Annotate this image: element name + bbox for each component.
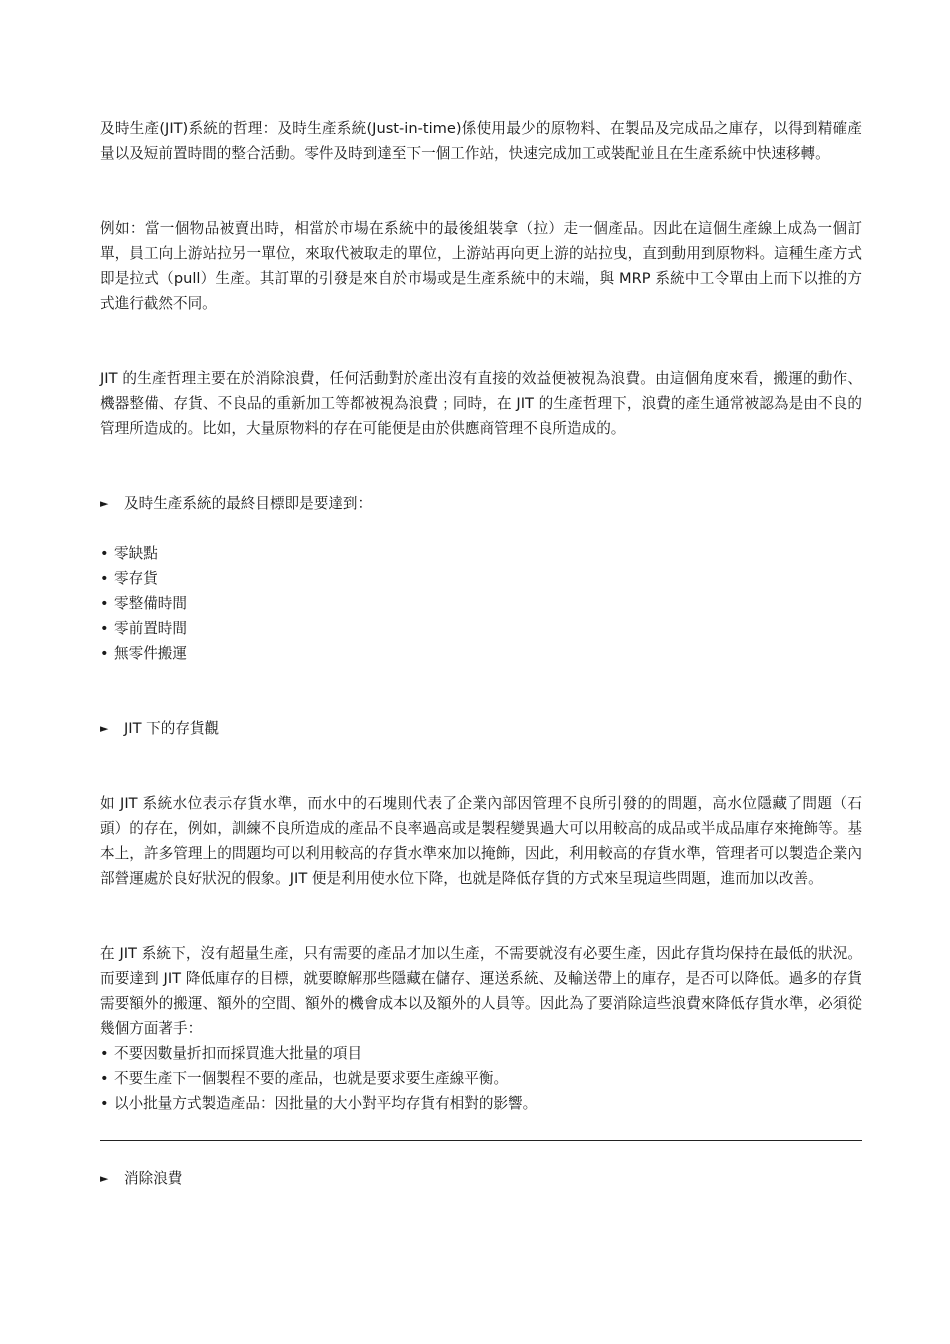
paragraph-pull-example: 例如：當一個物品被賣出時，相當於市場在系統中的最後組裝拿（拉）走一個產品。因此在這個生產線上成為一個訂單，員工向上游站拉另一單位，來取代被取走的單位，上游站再向更上游的站拉曳，直到動用到原物料。這種生產方式即是拉式（pull）生產。其訂單的引發是來自於市場或是生產系統中的末端，與 MRP 系統中工令單由上而下以推的方式進行截然不同。 [100, 220, 862, 312]
list-item: • 零存貨 [100, 566, 862, 591]
document-page [100, 116, 862, 1191]
paragraph-jit-philosophy: 及時生產(JIT)系統的哲理：及時生產系統(Just-in-time)係使用最少的原物料、在製品及完成品之庫存，以得到精確產量以及短前置時間的整合活動。零件及時到達至下一個工作站，快速完成加工或裝配並且在生產系統中快速移轉。 [100, 120, 862, 162]
list-item: • 不要因數量折扣而採買進大批量的項目 [100, 1041, 862, 1066]
list-item: • 不要生產下一個製程不要的產品，也就是要求要生產線平衡。 [100, 1066, 862, 1091]
arrow-bullet-icon: ► [100, 722, 109, 735]
bullet-icon: • [100, 570, 109, 587]
paragraph-eliminate-waste: JIT 的生產哲理主要在於消除浪費，任何活動對於產出沒有直接的效益便被視為浪費。由這個角度來看，搬運的動作、機器整備、存貨、不良品的重新加工等都被視為浪費﹔同時，在 JIT 的生產哲理下，浪費的產生通常被認為是由不良的管理所造成的。比如，大量原物料的存在可能便是由於供應商管理不良所造成的。 [100, 370, 862, 437]
paragraph-water-level-analogy: 如 JIT 系統水位表示存貨水準，而水中的石塊則代表了企業內部因管理不良所引發的的問題，高水位隱藏了問題（石頭）的存在，例如，訓練不良所造成的產品不良率過高或是製程變異過大可以用較高的成品或半成品庫存來掩飾等。基本上，許多管理上的問題均可以利用較高的存貨水準來加以掩飾，因此，利用較高的存貨水準，管理者可以製造企業內部營運處於良好狀況的假象。JIT 便是利用使水位下降，也就是降低存貨的方式來呈現這些問題，進而加以改善。 [100, 795, 862, 887]
list-item: • 零前置時間 [100, 616, 862, 641]
heading-final-goals-text: 及時生產系統的最終目標即是要達到： [124, 495, 373, 512]
list-item: • 零缺點 [100, 541, 862, 566]
list-item: • 以小批量方式製造產品：因批量的大小對平均存貨有相對的影響。 [100, 1091, 862, 1116]
bullet-icon: • [100, 545, 109, 562]
bullet-icon: • [100, 620, 109, 637]
bullet-icon: • [100, 645, 109, 662]
heading-eliminate-waste-text: 消除浪費 [124, 1170, 183, 1187]
horizontal-divider [100, 1140, 862, 1141]
bullet-icon: • [100, 595, 109, 612]
heading-eliminate-waste [100, 1166, 862, 1191]
arrow-bullet-icon: ► [100, 497, 109, 510]
bullet-icon: • [100, 1070, 109, 1087]
actions-list [100, 1041, 862, 1116]
bullet-icon: • [100, 1045, 109, 1062]
goals-list [100, 541, 862, 666]
bullet-icon: • [100, 1095, 109, 1112]
heading-final-goals [100, 491, 862, 516]
heading-jit-inventory-view-text: JIT 下的存貨觀 [124, 720, 220, 737]
list-item: • 無零件搬運 [100, 641, 862, 666]
list-item: • 零整備時間 [100, 591, 862, 616]
arrow-bullet-icon: ► [100, 1172, 109, 1185]
paragraph-reduce-inventory: 在 JIT 系統下，沒有超量生產，只有需要的產品才加以生產，不需要就沒有必要生產，因此存貨均保持在最低的狀況。而要達到 JIT 降低庫存的目標，就要瞭解那些隱藏在儲存、運送系統、及輸送帶上的庫存，是否可以降低。過多的存貨需要額外的搬運、額外的空間、額外的機會成本以及額外的人員等。因此為了要消除這些浪費來降低存貨水準，必須從幾個方面著手： [100, 945, 862, 1037]
heading-jit-inventory-view [100, 716, 862, 741]
